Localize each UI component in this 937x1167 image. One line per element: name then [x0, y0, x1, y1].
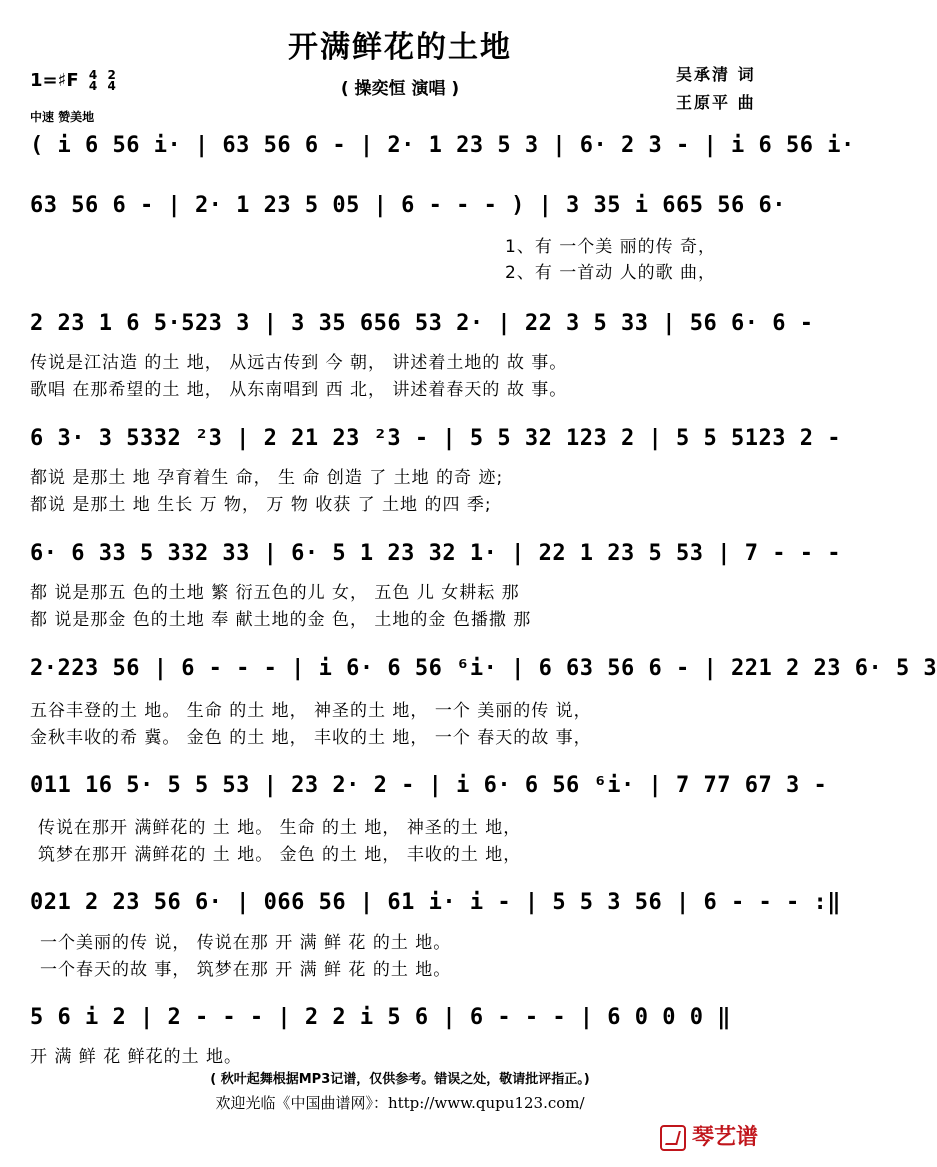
notation-row-5: 6· 6 33 5 332 33 | 6· 5 1 23 32 1· | 22 1 23 5 53 | 7 - - - — [30, 541, 841, 566]
notation-row-8: 021 2 23 56 6· | 066 56 | 61 i· i - | 5 5 3 56 | 6 - - - :‖ — [30, 890, 841, 915]
lyric-row-5-verse-1: 都 说是那五 色的土地 繁 衍五色的儿 女， 五色 儿 女耕耘 那 — [30, 583, 520, 603]
lyric-row-4-verse-1: 都说 是那土 地 孕育着生 命， 生 命 创造 了 土地 的奇 迹; — [30, 468, 504, 488]
lyric-row-2-verse-2: 2、有 一首动 人的歌 曲， — [505, 263, 717, 283]
lyricist-credit: 吴承清 词 — [676, 65, 756, 84]
lyric-row-9-verse-1: 开 满 鲜 花 鲜花的土 地。 — [30, 1047, 243, 1067]
notation-row-4: 6 3· 3 5332 ²3 | 2 21 23 ²3 - | 5 5 32 123 2 | 5 5 5123 2 - — [30, 426, 841, 451]
lyric-row-5-verse-2: 都 说是那金 色的土地 奉 献土地的金 色， 土地的金 色播撒 那 — [30, 610, 532, 630]
lyric-row-3-verse-2: 歌唱 在那希望的土 地， 从东南唱到 西 北， 讲述着春天的 故 事。 — [30, 380, 568, 400]
notation-row-9: 5 6 i 2 | 2 - - - | 2 2 i 5 6 | 6 - - - | 6 0 0 0 ‖ — [30, 1005, 732, 1030]
lyric-row-7-verse-1: 传说在那开 满鲜花的 土 地。 生命 的土 地， 神圣的土 地， — [38, 818, 522, 838]
transcriber-note: ( 秋叶起舞根据MP3记谱，仅供参考。错误之处，敬请批评指正。) — [210, 1072, 590, 1087]
notation-row-3: 2 23 1 6 5·523 3 | 3 35 656 53 2· | 22 3 5 33 | 56 6· 6 - — [30, 311, 814, 336]
song-title: 开满鲜花的土地 — [288, 30, 512, 65]
time-signature-1: 4 4 — [88, 68, 98, 93]
lyric-row-4-verse-2: 都说 是那土 地 生长 万 物， 万 物 收获 了 土地 的四 季; — [30, 495, 492, 515]
time-signature-2: 2 4 — [107, 68, 116, 93]
lyric-row-6-verse-2: 金秋丰收的希 冀。 金色 的土 地， 丰收的土 地， 一个 春天的故 事， — [30, 728, 592, 748]
lyric-row-8-verse-1: 一个美丽的传 说， 传说在那 开 满 鲜 花 的土 地。 — [40, 933, 452, 953]
music-logo-icon — [660, 1125, 686, 1151]
notation-row-6: 2·223 56 | 6 - - - | i 6· 6 56 ⁶i· | 6 63 56 6 - | 221 2 23 6· 5 3 — [30, 656, 937, 681]
tempo-marking: 中速 赞美地 — [30, 110, 95, 124]
notation-row-2: 63 56 6 - | 2· 1 23 5 05 | 6 - - - ) | 3 35 i 665 56 6· — [30, 193, 786, 218]
singer-line: ( 操奕恒 演唱 ) — [340, 79, 460, 99]
lyric-row-7-verse-2: 筑梦在那开 满鲜花的 土 地。 金色 的土 地， 丰收的土 地， — [38, 845, 522, 865]
key-label: 1=♯F — [30, 70, 79, 91]
notation-row-1: ( i 6 56 i· | 63 56 6 - | 2· 1 23 5 3 | 6· 2 3 - | i 6 56 i· — [30, 133, 855, 158]
key-signature — [30, 70, 116, 92]
lyric-row-8-verse-2: 一个春天的故 事， 筑梦在那 开 满 鲜 花 的土 地。 — [40, 960, 452, 980]
brand-logo — [660, 1120, 758, 1151]
composer-credit: 王原平 曲 — [676, 93, 756, 112]
notation-row-7: 011 16 5· 5 5 53 | 23 2· 2 - | i 6· 6 56 ⁶i· | 7 77 67 3 - — [30, 773, 828, 798]
lyric-row-6-verse-1: 五谷丰登的土 地。 生命 的土 地， 神圣的土 地， 一个 美丽的传 说， — [30, 701, 592, 721]
site-link-text: 欢迎光临《中国曲谱网》：http://www.qupu123.com/ — [215, 1094, 585, 1112]
lyric-row-3-verse-1: 传说是江沽造 的土 地， 从远古传到 今 朝， 讲述着土地的 故 事。 — [30, 353, 568, 373]
brand-logo-text: 琴艺谱 — [692, 1125, 759, 1150]
lyric-row-2-verse-1: 1、有 一个美 丽的传 奇， — [505, 237, 717, 257]
